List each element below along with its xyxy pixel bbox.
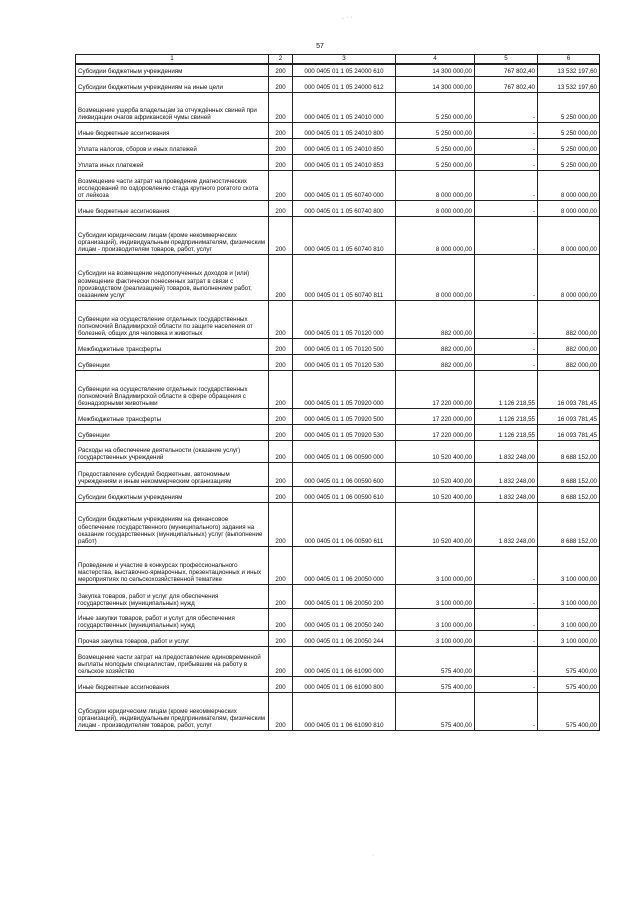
table-row: [76, 370, 600, 408]
row-code: 200: [269, 424, 293, 440]
row-remaining-amount: 5 250 000,00: [538, 154, 600, 170]
row-plan-amount: 882 000,00: [396, 300, 475, 338]
row-code: 200: [269, 200, 293, 216]
row-classification: 000 0405 01 1 06 00590 610: [293, 486, 396, 502]
row-remaining-amount: 575 400,00: [538, 676, 600, 692]
row-remaining-amount: 8 000 000,00: [538, 216, 600, 254]
row-classification: 000 0405 01 1 05 60740 800: [293, 200, 396, 216]
row-name: Предоставление субсидий бюджетным, автономным учреждениям и иным некоммерческим организациям: [76, 462, 269, 486]
row-classification: 000 0405 01 1 06 00590 600: [293, 462, 396, 486]
row-remaining-amount: 5 250 000,00: [538, 122, 600, 138]
row-code: 200: [269, 502, 293, 546]
row-plan-amount: 10 520 400,00: [396, 462, 475, 486]
row-name: Иные бюджетные ассигнования: [76, 676, 269, 692]
scan-artifact: . · ·: [342, 14, 353, 21]
row-classification: 000 0405 01 1 05 70920 000: [293, 370, 396, 408]
row-executed-amount: 1 832 248,00: [475, 440, 538, 462]
table-row: [76, 440, 600, 462]
row-executed-amount: -: [475, 92, 538, 122]
row-plan-amount: 3 100 000,00: [396, 630, 475, 646]
row-remaining-amount: 882 000,00: [538, 300, 600, 338]
row-classification: 000 0405 01 1 05 70920 500: [293, 408, 396, 424]
row-code: 200: [269, 254, 293, 300]
row-remaining-amount: 16 093 781,45: [538, 370, 600, 408]
row-remaining-amount: 3 100 000,00: [538, 584, 600, 608]
table-row: [76, 216, 600, 254]
row-executed-amount: 1 832 248,00: [475, 486, 538, 502]
budget-table: [75, 54, 600, 731]
row-remaining-amount: 8 000 000,00: [538, 254, 600, 300]
row-remaining-amount: 575 400,00: [538, 692, 600, 730]
row-code: 200: [269, 546, 293, 584]
row-remaining-amount: 16 093 781,45: [538, 424, 600, 440]
row-remaining-amount: 8 688 152,00: [538, 486, 600, 502]
row-remaining-amount: 16 093 781,45: [538, 408, 600, 424]
row-code: 200: [269, 630, 293, 646]
row-code: 200: [269, 154, 293, 170]
table-row: [76, 300, 600, 338]
row-classification: 000 0405 01 1 05 24010 800: [293, 122, 396, 138]
table-header-row: [76, 55, 600, 65]
row-executed-amount: 767 802,40: [475, 76, 538, 92]
table-row: [76, 692, 600, 730]
row-plan-amount: 17 220 000,00: [396, 370, 475, 408]
row-name: Расходы на обеспечение деятельности (оказание услуг) государственных учреждений: [76, 440, 269, 462]
row-executed-amount: -: [475, 200, 538, 216]
row-executed-amount: -: [475, 354, 538, 370]
column-header: 1: [76, 55, 269, 65]
row-plan-amount: 10 520 400,00: [396, 440, 475, 462]
row-remaining-amount: 5 250 000,00: [538, 138, 600, 154]
row-name: Межбюджетные трансферты: [76, 338, 269, 354]
table-row: [76, 462, 600, 486]
table-row: [76, 92, 600, 122]
row-code: 200: [269, 646, 293, 676]
row-classification: 000 0405 01 1 06 00590 000: [293, 440, 396, 462]
table-body: [76, 64, 600, 730]
row-plan-amount: 14 300 000,00: [396, 76, 475, 92]
row-plan-amount: 575 400,00: [396, 692, 475, 730]
column-header: 4: [396, 55, 475, 65]
row-plan-amount: 575 400,00: [396, 676, 475, 692]
row-classification: 000 0405 01 1 05 70120 500: [293, 338, 396, 354]
row-classification: 000 0405 01 1 06 61090 000: [293, 646, 396, 676]
row-name: Субсидии на возмещение недополученных доходов и (или) возмещение фактически понесенных затрат в связи с производством (реализацией) товаров, выполнением работ, оказанием услуг: [76, 254, 269, 300]
row-executed-amount: 1 832 248,00: [475, 462, 538, 486]
table-row: [76, 676, 600, 692]
row-plan-amount: 8 000 000,00: [396, 170, 475, 200]
row-executed-amount: 1 832 248,00: [475, 502, 538, 546]
column-header: 5: [475, 55, 538, 65]
row-remaining-amount: 3 100 000,00: [538, 630, 600, 646]
row-plan-amount: 10 520 400,00: [396, 502, 475, 546]
row-name: Субсидии юридическим лицам (кроме некоммерческих организаций), индивидуальным предпринимателям, физическим лицам - производителям товаров, работ, услуг: [76, 692, 269, 730]
row-executed-amount: -: [475, 138, 538, 154]
row-executed-amount: -: [475, 646, 538, 676]
row-name: Прочая закупка товаров, работ и услуг: [76, 630, 269, 646]
row-code: 200: [269, 692, 293, 730]
row-remaining-amount: 13 532 197,60: [538, 64, 600, 76]
row-code: 200: [269, 440, 293, 462]
table-row: [76, 170, 600, 200]
row-executed-amount: -: [475, 584, 538, 608]
row-executed-amount: -: [475, 154, 538, 170]
column-header: 6: [538, 55, 600, 65]
row-plan-amount: 8 000 000,00: [396, 216, 475, 254]
row-executed-amount: -: [475, 546, 538, 584]
row-code: 200: [269, 216, 293, 254]
row-name: Закупка товаров, работ и услуг для обеспечения государственных (муниципальных) нужд: [76, 584, 269, 608]
row-executed-amount: 1 126 218,55: [475, 424, 538, 440]
row-name: Иные закупки товаров, работ и услуг для обеспечения государственных (муниципальных) нужд: [76, 608, 269, 630]
table-row: [76, 424, 600, 440]
table-row: [76, 200, 600, 216]
row-remaining-amount: 8 688 152,00: [538, 462, 600, 486]
row-classification: 000 0405 01 1 06 00590 611: [293, 502, 396, 546]
row-plan-amount: 3 100 000,00: [396, 546, 475, 584]
row-plan-amount: 8 000 000,00: [396, 200, 475, 216]
row-executed-amount: -: [475, 692, 538, 730]
row-classification: 000 0405 01 1 05 24010 853: [293, 154, 396, 170]
row-classification: 000 0405 01 1 06 61090 800: [293, 676, 396, 692]
row-classification: 000 0405 01 1 06 20050 240: [293, 608, 396, 630]
row-executed-amount: -: [475, 676, 538, 692]
row-executed-amount: -: [475, 630, 538, 646]
row-code: 200: [269, 462, 293, 486]
row-classification: 000 0405 01 1 05 24000 612: [293, 76, 396, 92]
row-executed-amount: -: [475, 300, 538, 338]
row-name: Субсидии бюджетным учреждениям: [76, 64, 269, 76]
row-code: 200: [269, 138, 293, 154]
row-remaining-amount: 5 250 000,00: [538, 92, 600, 122]
column-header: 2: [269, 55, 293, 65]
row-classification: 000 0405 01 1 05 70920 530: [293, 424, 396, 440]
row-classification: 000 0405 01 1 05 24000 610: [293, 64, 396, 76]
row-name: Проведение и участие в конкурсах профессионального мастерства, выставочно-ярмарочных, презентационных и иных мероприятиях по сельскохозяйственной тематике: [76, 546, 269, 584]
row-remaining-amount: 3 100 000,00: [538, 608, 600, 630]
row-plan-amount: 882 000,00: [396, 338, 475, 354]
row-code: 200: [269, 486, 293, 502]
table-row: [76, 486, 600, 502]
table-row: [76, 546, 600, 584]
row-classification: 000 0405 01 1 06 61090 810: [293, 692, 396, 730]
row-executed-amount: -: [475, 338, 538, 354]
row-remaining-amount: 882 000,00: [538, 338, 600, 354]
row-classification: 000 0405 01 1 05 60740 811: [293, 254, 396, 300]
table-row: [76, 608, 600, 630]
table-row: [76, 154, 600, 170]
row-name: Субсидии бюджетным учреждениям: [76, 486, 269, 502]
row-executed-amount: -: [475, 216, 538, 254]
row-plan-amount: 3 100 000,00: [396, 608, 475, 630]
row-name: Иные бюджетные ассигнования: [76, 122, 269, 138]
row-name: Субсидии бюджетным учреждениям на иные цели: [76, 76, 269, 92]
row-plan-amount: 882 000,00: [396, 354, 475, 370]
row-remaining-amount: 575 400,00: [538, 646, 600, 676]
row-classification: 000 0405 01 1 05 24010 850: [293, 138, 396, 154]
row-code: 200: [269, 122, 293, 138]
row-remaining-amount: 8 000 000,00: [538, 200, 600, 216]
row-plan-amount: 10 520 400,00: [396, 486, 475, 502]
row-name: Возмещение части затрат на проведение диагностических исследований по оздоровлению стада крупного рогатого скота от лейкоза: [76, 170, 269, 200]
row-name: Субвенции на осуществление отдельных государственных полномочий Владимирской области в сфере обращения с безнадзорными животными: [76, 370, 269, 408]
column-header: 3: [293, 55, 396, 65]
row-code: 200: [269, 608, 293, 630]
row-remaining-amount: 8 000 000,00: [538, 170, 600, 200]
row-classification: 000 0405 01 1 05 70120 530: [293, 354, 396, 370]
row-executed-amount: -: [475, 170, 538, 200]
row-code: 200: [269, 408, 293, 424]
page-number: 57: [316, 43, 324, 50]
row-classification: 000 0405 01 1 05 70120 000: [293, 300, 396, 338]
table-row: [76, 408, 600, 424]
row-remaining-amount: 882 000,00: [538, 354, 600, 370]
row-executed-amount: 767 802,40: [475, 64, 538, 76]
table-row: [76, 338, 600, 354]
row-code: 200: [269, 584, 293, 608]
table-row: [76, 502, 600, 546]
table-row: [76, 122, 600, 138]
row-name: Субвенции: [76, 424, 269, 440]
scan-artifact: ·: [372, 852, 375, 859]
row-plan-amount: 17 220 000,00: [396, 408, 475, 424]
row-plan-amount: 5 250 000,00: [396, 138, 475, 154]
row-name: Уплата иных платежей: [76, 154, 269, 170]
table-row: [76, 354, 600, 370]
row-name: Субвенции: [76, 354, 269, 370]
row-code: 200: [269, 170, 293, 200]
table-row: [76, 254, 600, 300]
row-plan-amount: 5 250 000,00: [396, 92, 475, 122]
row-name: Субсидии юридическим лицам (кроме некоммерческих организаций), индивидуальным предпринимателям, физическим лицам - производителям товаров, работ, услуг: [76, 216, 269, 254]
row-code: 200: [269, 354, 293, 370]
row-executed-amount: 1 126 218,55: [475, 408, 538, 424]
row-name: Уплата налогов, сборов и иных платежей: [76, 138, 269, 154]
row-name: Межбюджетные трансферты: [76, 408, 269, 424]
table-row: [76, 646, 600, 676]
row-name: Субсидии бюджетным учреждениям на финансовое обеспечение государственного (муниципального) задания на оказание государственных (муниципальных) услуг (выполнение работ): [76, 502, 269, 546]
row-classification: 000 0405 01 1 05 60740 000: [293, 170, 396, 200]
row-remaining-amount: 8 688 152,00: [538, 502, 600, 546]
table-row: [76, 138, 600, 154]
row-code: 200: [269, 300, 293, 338]
row-classification: 000 0405 01 1 05 60740 810: [293, 216, 396, 254]
row-name: Иные бюджетные ассигнования: [76, 200, 269, 216]
row-plan-amount: 5 250 000,00: [396, 122, 475, 138]
row-executed-amount: -: [475, 608, 538, 630]
row-name: Субвенции на осуществление отдельных государственных полномочий Владимирской области по защите населения от болезней, общих для человека и животных: [76, 300, 269, 338]
row-plan-amount: 14 300 000,00: [396, 64, 475, 76]
row-classification: 000 0405 01 1 06 20050 200: [293, 584, 396, 608]
row-code: 200: [269, 92, 293, 122]
row-executed-amount: -: [475, 254, 538, 300]
row-remaining-amount: 3 100 000,00: [538, 546, 600, 584]
row-plan-amount: 8 000 000,00: [396, 254, 475, 300]
row-code: 200: [269, 676, 293, 692]
row-classification: 000 0405 01 1 05 24010 000: [293, 92, 396, 122]
row-classification: 000 0405 01 1 06 20050 000: [293, 546, 396, 584]
table-row: [76, 584, 600, 608]
row-code: 200: [269, 64, 293, 76]
table-row: [76, 64, 600, 76]
row-code: 200: [269, 370, 293, 408]
row-executed-amount: 1 126 218,55: [475, 370, 538, 408]
row-code: 200: [269, 76, 293, 92]
row-plan-amount: 5 250 000,00: [396, 154, 475, 170]
row-classification: 000 0405 01 1 06 20050 244: [293, 630, 396, 646]
row-remaining-amount: 8 688 152,00: [538, 440, 600, 462]
row-executed-amount: -: [475, 122, 538, 138]
row-name: Возмещение ущерба владельцам за отчуждённых свиней при ликвидации очагов африканской чумы свиней: [76, 92, 269, 122]
table-row: [76, 630, 600, 646]
row-code: 200: [269, 338, 293, 354]
table-row: [76, 76, 600, 92]
row-plan-amount: 17 220 000,00: [396, 424, 475, 440]
row-plan-amount: 575 400,00: [396, 646, 475, 676]
row-remaining-amount: 13 532 197,60: [538, 76, 600, 92]
row-plan-amount: 3 100 000,00: [396, 584, 475, 608]
row-name: Возмещение части затрат на предоставление единовременной выплаты молодым специалистам, прибывшим на работу в сельское хозяйство: [76, 646, 269, 676]
